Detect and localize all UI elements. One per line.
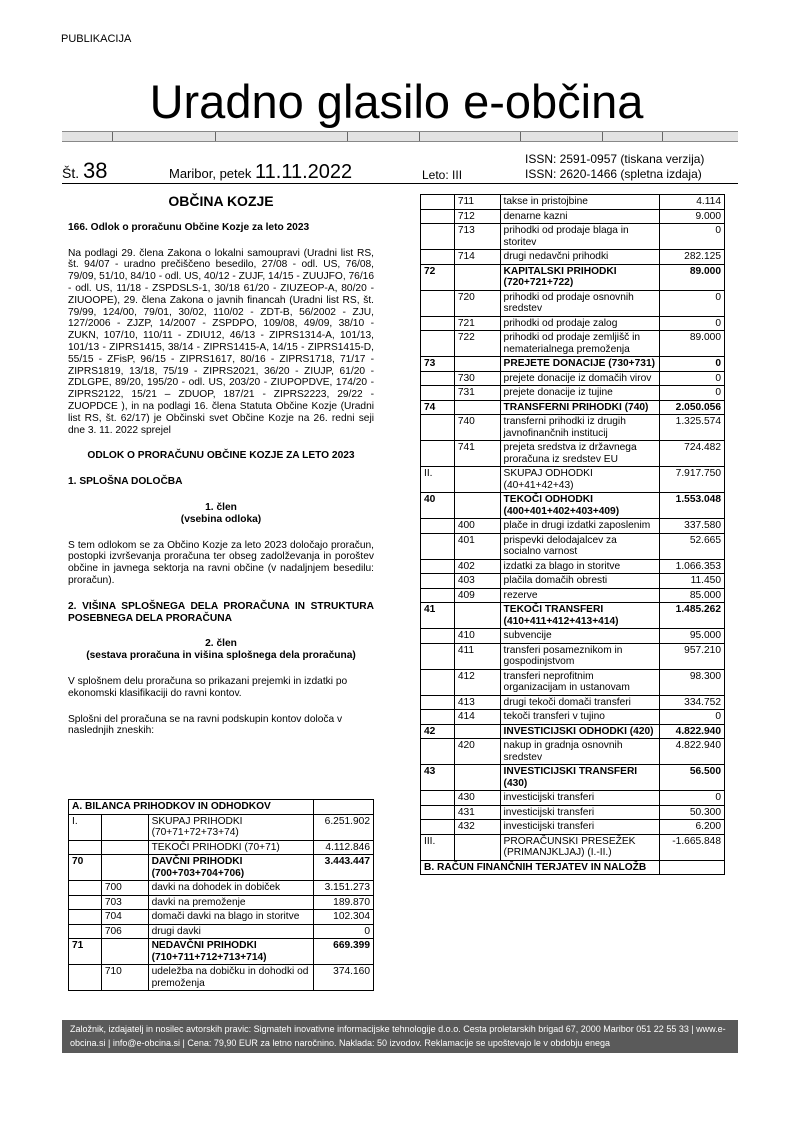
cell-value <box>660 860 725 875</box>
cell-label: davki na dohodek in dobiček <box>148 881 314 896</box>
document-title: 166. Odlok o proračunu Občine Kozje za leto 2023 <box>68 221 310 233</box>
cell-code: I. <box>69 814 102 840</box>
cell-sub: 700 <box>101 881 148 896</box>
article-1-text: S tem odlokom se za Občino Kozje za leto 2023 določajo proračun, postopki izvrševanja proračuna ter obseg zadolževanja in poroštev občine in javnega sektorja na ravni občine (v nadaljnjem besedilu: proračun). <box>68 539 374 586</box>
cell-sub: 721 <box>454 316 500 331</box>
cell-code: 40 <box>421 493 455 519</box>
preamble: Na podlagi 29. člena Zakona o lokalni samoupravi (Uradni list RS, št. 94/07 - uradno prečiščeno besedilo, 27/08 - odl. US, 76/08, 79/09, 51/10, 84/10 - odl. US, 40/12 - ZUJF, 14/15 - ZUUJFO, 76/16 - odl. US, 11/18 - ZSPDSLS-1, 30/18 61/20 - ZIUZEOP-A, 80/20 - ZIUOOPE), 29. člena Zakona o javnih financah (Uradni list RS, št. 79/99, 124/00, 79/01, 30/02, 110/02 - ZDT-B, 56/2002 - ZJU, 127/2006 - ZJZP, 14/2007 - ZSPDPO, 109/08, 49/09, 38/10 - ZUKN, 107/10, 110/11 - ZDIU12, 46/13 - ZIPRS1314-A, 101/13, 101/13 - ZIPRS1415, 38/14 - ZIPRS1415-A, 14/15 - ZIPRS1415-D, 55/15 - ZFisP, 96/15 - ZIPRS1617, 80/16 - ZIPRS1718, 71/17 - ZIPRS1819, 13/18, 75/19 - ZIPRS2021, 36/20 - ZIUJP, 61/20 - ZDLGPE, 89/20, 195/20 - odl. US, 203/20 - ZIUPOPDVE, 174/20 - ZIPRS2122, 15/21 – ZDUOP, 187/21 - ZIPRS2223, 29/22 - ZUOPDCE ), in na podlagi 16. člena Statuta Občine Kozje (Uradni list RS, št. 62/17) je Občinski svet Občine Kozje na 26. redni seji dne 3. 11. 2022 sprejel <box>68 247 374 436</box>
header-divider <box>62 183 738 184</box>
table-row <box>421 603 725 629</box>
cell-sub: 711 <box>454 195 500 210</box>
section-1-heading: 1. SPLOŠNA DOLOČBA <box>68 476 183 488</box>
table-row <box>421 493 725 519</box>
cell-label: TEKOČI ODHODKI (400+401+402+403+409) <box>500 493 660 519</box>
cell-value: 957.210 <box>660 643 725 669</box>
cell-code <box>69 965 102 991</box>
table-row <box>421 559 725 574</box>
cell-sub <box>454 400 500 415</box>
cell-sub: 740 <box>454 415 500 441</box>
cell-sub: 420 <box>454 739 500 765</box>
cell-value: 0 <box>660 710 725 725</box>
cell-value: 0 <box>660 791 725 806</box>
table-row <box>421 195 725 210</box>
table-row <box>421 415 725 441</box>
cell-code: II. <box>421 467 455 493</box>
cell-label: tekoči transferi v tujino <box>500 710 660 725</box>
cell-sub: 720 <box>454 290 500 316</box>
cell-value: 0 <box>660 316 725 331</box>
cell-sub <box>101 814 148 840</box>
table-row <box>69 814 374 840</box>
table-row <box>69 965 374 991</box>
cell-sub <box>454 357 500 372</box>
cell-sub: 413 <box>454 695 500 710</box>
cell-value: 6.200 <box>660 820 725 835</box>
cell-label: drugi nedavčni prihodki <box>500 250 660 265</box>
cell-sub: 400 <box>454 519 500 534</box>
cell-value: 0 <box>660 224 725 250</box>
cell-label: plače in drugi izdatki zaposlenim <box>500 519 660 534</box>
ordinance-heading: ODLOK O PRORAČUNU OBČINE KOZJE ZA LETO 2023 <box>87 450 355 462</box>
cell-code <box>69 881 102 896</box>
cell-label: nakup in gradnja osnovnih sredstev <box>500 739 660 765</box>
cell-value: 9.000 <box>660 209 725 224</box>
table-row <box>421 574 725 589</box>
cell-sub <box>454 467 500 493</box>
article-1-number: 1. člen <box>205 501 237 513</box>
article-1-subtitle: (vsebina odloka) <box>180 513 262 525</box>
table-row <box>421 290 725 316</box>
cell-code <box>421 316 455 331</box>
cell-code <box>421 386 455 401</box>
table-row <box>69 855 374 881</box>
table-row <box>421 739 725 765</box>
masthead-rule <box>62 131 738 142</box>
table-row <box>421 316 725 331</box>
table-row <box>421 695 725 710</box>
cell-label: denarne kazni <box>500 209 660 224</box>
cell-sub: 430 <box>454 791 500 806</box>
cell-label: DAVČNI PRIHODKI (700+703+704+706) <box>148 855 314 881</box>
municipality-heading: OBČINA KOZJE <box>168 193 274 209</box>
cell-value: 0 <box>660 386 725 401</box>
cell-value: 56.500 <box>660 765 725 791</box>
cell-code <box>69 840 102 855</box>
article-2-text-1: V splošnem delu proračuna so prikazani prejemki in izdatki po ekonomski klasifikaciji do ravni kontov. <box>68 675 348 699</box>
cell-label: drugi davki <box>148 924 314 939</box>
budget-table-right <box>420 194 725 875</box>
cell-sub: 710 <box>101 965 148 991</box>
cell-value: 4.114 <box>660 195 725 210</box>
cell-code <box>421 820 455 835</box>
cell-label: NEDAVČNI PRIHODKI (710+711+712+713+714) <box>148 939 314 965</box>
cell-code <box>421 739 455 765</box>
cell-value: 282.125 <box>660 250 725 265</box>
table-row <box>421 467 725 493</box>
cell-value: 85.000 <box>660 588 725 603</box>
cell-sub: 412 <box>454 669 500 695</box>
cell-label: SKUPAJ ODHODKI (40+41+42+43) <box>500 467 660 493</box>
publisher-footer: Založnik, izdajatelj in nosilec avtorskih pravic: Sigmateh inovativne informacijske tehnologije d.o.o. Cesta proletarskih brigad 67, 2000 Maribor 051 22 55 33 | www.e-obcina.si | info@e-obcina.si | Cena: 79,90 EUR za letno naročnino. Naklada: 50 izvodov. Reklamacije se upoštevajo le v obdobju enega <box>62 1020 738 1053</box>
cell-value: 4.822.940 <box>660 739 725 765</box>
cell-label: transferni prihodki iz drugih javnofinančnih institucij <box>500 415 660 441</box>
table-row <box>421 820 725 835</box>
masthead-title: Uradno glasilo e-občina <box>149 75 644 128</box>
cell-value: 1.485.262 <box>660 603 725 629</box>
cell-value: 3.151.273 <box>314 881 374 896</box>
cell-sub: 432 <box>454 820 500 835</box>
cell-value: 4.112.846 <box>314 840 374 855</box>
cell-code <box>421 588 455 603</box>
cell-label: KAPITALSKI PRIHODKI (720+721+722) <box>500 264 660 290</box>
budget-table-left <box>68 799 374 991</box>
table-row <box>69 881 374 896</box>
cell-sub <box>454 834 500 860</box>
table-row <box>421 224 725 250</box>
cell-value: 6.251.902 <box>314 814 374 840</box>
table-row <box>421 765 725 791</box>
cell-label: prihodki od prodaje zalog <box>500 316 660 331</box>
table-row <box>69 924 374 939</box>
cell-code <box>421 559 455 574</box>
cell-label: prispevki delodajalcev za socialno varnost <box>500 533 660 559</box>
cell-label: transferi posameznikom in gospodinjstvom <box>500 643 660 669</box>
cell-sub: 410 <box>454 629 500 644</box>
cell-value: 669.399 <box>314 939 374 965</box>
article-2-subtitle: (sestava proračuna in višina splošnega dela proračuna) <box>86 650 356 662</box>
cell-code <box>421 669 455 695</box>
table-row <box>421 250 725 265</box>
cell-code <box>421 371 455 386</box>
cell-value: 98.300 <box>660 669 725 695</box>
table-heading: A. BILANCA PRIHODKOV IN ODHODKOV <box>69 800 314 815</box>
cell-sub <box>454 603 500 629</box>
cell-value: 52.665 <box>660 533 725 559</box>
cell-label: TEKOČI TRANSFERI (410+411+412+413+414) <box>500 603 660 629</box>
cell-value: 89.000 <box>660 264 725 290</box>
cell-label: PRORAČUNSKI PRESEŽEK (PRIMANJKLJAJ) (I.-II.) <box>500 834 660 860</box>
cell-sub: 722 <box>454 331 500 357</box>
table-row <box>421 791 725 806</box>
cell-value: 2.050.056 <box>660 400 725 415</box>
table-row <box>421 400 725 415</box>
cell-code: 71 <box>69 939 102 965</box>
cell-label: subvencije <box>500 629 660 644</box>
cell-label: INVESTICIJSKI ODHODKI (420) <box>500 724 660 739</box>
cell-sub: 401 <box>454 533 500 559</box>
cell-sub <box>454 264 500 290</box>
cell-value: 95.000 <box>660 629 725 644</box>
cell-code: 72 <box>421 264 455 290</box>
cell-code <box>421 710 455 725</box>
cell-sub: 713 <box>454 224 500 250</box>
cell-value: 334.752 <box>660 695 725 710</box>
table-row <box>421 643 725 669</box>
cell-sub <box>454 724 500 739</box>
cell-label: SKUPAJ PRIHODKI (70+71+72+73+74) <box>148 814 314 840</box>
issue-number: Št. 38 <box>62 158 108 183</box>
cell-label: investicijski transferi <box>500 820 660 835</box>
table-row <box>421 209 725 224</box>
cell-sub <box>101 939 148 965</box>
cell-label: prihodki od prodaje blaga in storitev <box>500 224 660 250</box>
cell-code <box>421 331 455 357</box>
cell-code: 74 <box>421 400 455 415</box>
cell-code <box>421 519 455 534</box>
cell-code <box>421 629 455 644</box>
table-row <box>69 939 374 965</box>
cell-sub <box>101 855 148 881</box>
table-row <box>421 629 725 644</box>
cell-value: 102.304 <box>314 910 374 925</box>
cell-sub: 704 <box>101 910 148 925</box>
cell-sub: 431 <box>454 805 500 820</box>
cell-label: TRANSFERNI PRIHODKI (740) <box>500 400 660 415</box>
table-row <box>421 357 725 372</box>
cell-label: PREJETE DONACIJE (730+731) <box>500 357 660 372</box>
cell-label: prejeta sredstva iz državnega proračuna iz sredstev EU <box>500 441 660 467</box>
table-row <box>421 669 725 695</box>
table-row <box>69 840 374 855</box>
issue-year: Leto: III <box>422 168 463 182</box>
cell-value: 11.450 <box>660 574 725 589</box>
cell-label: plačila domačih obresti <box>500 574 660 589</box>
cell-code <box>421 574 455 589</box>
cell-value: 1.066.353 <box>660 559 725 574</box>
table-row <box>421 441 725 467</box>
cell-code <box>421 695 455 710</box>
cell-code <box>421 209 455 224</box>
cell-label: rezerve <box>500 588 660 603</box>
cell-sub: 414 <box>454 710 500 725</box>
cell-code <box>421 195 455 210</box>
cell-code: 42 <box>421 724 455 739</box>
cell-code: 73 <box>421 357 455 372</box>
cell-code <box>421 415 455 441</box>
cell-value: 50.300 <box>660 805 725 820</box>
cell-code <box>421 290 455 316</box>
cell-value: 4.822.940 <box>660 724 725 739</box>
table-row <box>421 264 725 290</box>
cell-sub: 712 <box>454 209 500 224</box>
table-row <box>421 371 725 386</box>
cell-label: drugi tekoči domači transferi <box>500 695 660 710</box>
cell-label: takse in pristojbine <box>500 195 660 210</box>
cell-value: 337.580 <box>660 519 725 534</box>
cell-label: investicijski transferi <box>500 791 660 806</box>
table-row <box>69 910 374 925</box>
cell-code: 41 <box>421 603 455 629</box>
article-2-number: 2. člen <box>205 638 237 650</box>
table-row <box>69 895 374 910</box>
cell-label: prejete donacije iz tujine <box>500 386 660 401</box>
cell-label: davki na premoženje <box>148 895 314 910</box>
cell-value: 0 <box>660 290 725 316</box>
cell-code <box>421 224 455 250</box>
cell-code: 70 <box>69 855 102 881</box>
cell-value: 0 <box>660 357 725 372</box>
cell-code <box>421 441 455 467</box>
cell-sub: 730 <box>454 371 500 386</box>
cell-code <box>69 924 102 939</box>
issue-date: Maribor, petek 11.11.2022 <box>169 161 353 183</box>
cell-value: 89.000 <box>660 331 725 357</box>
cell-sub: 714 <box>454 250 500 265</box>
table-row <box>421 588 725 603</box>
cell-code <box>421 791 455 806</box>
cell-code <box>421 250 455 265</box>
cell-label: prejete donacije iz domačih virov <box>500 371 660 386</box>
publication-label: PUBLIKACIJA <box>61 33 132 45</box>
cell-sub: 402 <box>454 559 500 574</box>
table-row <box>421 724 725 739</box>
cell-value: 189.870 <box>314 895 374 910</box>
cell-label: izdatki za blago in storitve <box>500 559 660 574</box>
section-2-heading: 2. VIŠINA SPLOŠNEGA DELA PRORAČUNA IN STRUKTURA POSEBNEGA DELA PRORAČUNA <box>68 600 374 624</box>
cell-label: INVESTICIJSKI TRANSFERI (430) <box>500 765 660 791</box>
cell-value: 0 <box>314 924 374 939</box>
issn-print: ISSN: 2591-0957 (tiskana verzija) <box>525 152 705 166</box>
cell-sub <box>454 765 500 791</box>
cell-label: udeležba na dobičku in dohodki od premoženja <box>148 965 314 991</box>
cell-value: 374.160 <box>314 965 374 991</box>
cell-label: domači davki na blago in storitve <box>148 910 314 925</box>
cell-code <box>69 910 102 925</box>
cell-code <box>421 643 455 669</box>
cell-code <box>69 895 102 910</box>
cell-code: 43 <box>421 765 455 791</box>
cell-sub: 741 <box>454 441 500 467</box>
cell-code <box>421 805 455 820</box>
cell-value: 3.443.447 <box>314 855 374 881</box>
table-row <box>421 331 725 357</box>
cell-value: 1.325.574 <box>660 415 725 441</box>
cell-label: prihodki od prodaje zemljišč in nematerialnega premoženja <box>500 331 660 357</box>
cell-value: 7.917.750 <box>660 467 725 493</box>
left-column <box>68 190 374 737</box>
table-row <box>421 519 725 534</box>
table-row <box>421 805 725 820</box>
section-b-heading: B. RAČUN FINANČNIH TERJATEV IN NALOŽB <box>421 860 660 875</box>
table-row <box>421 386 725 401</box>
cell-label: prihodki od prodaje osnovnih sredstev <box>500 290 660 316</box>
cell-sub: 411 <box>454 643 500 669</box>
cell-sub: 403 <box>454 574 500 589</box>
cell-sub <box>101 840 148 855</box>
issn-online: ISSN: 2620-1466 (spletna izdaja) <box>525 167 702 181</box>
table-row <box>421 834 725 860</box>
cell-sub <box>454 493 500 519</box>
cell-sub: 409 <box>454 588 500 603</box>
cell-sub: 706 <box>101 924 148 939</box>
cell-value: 0 <box>660 371 725 386</box>
cell-label: investicijski transferi <box>500 805 660 820</box>
table-row <box>421 710 725 725</box>
article-2-text-2: Splošni del proračuna se na ravni podskupin kontov določa v naslednjih zneskih: <box>68 713 343 737</box>
cell-label: transferi neprofitnim organizacijam in ustanovam <box>500 669 660 695</box>
cell-code <box>421 533 455 559</box>
cell-label: TEKOČI PRIHODKI (70+71) <box>148 840 314 855</box>
cell-sub: 703 <box>101 895 148 910</box>
table-row <box>421 860 725 875</box>
cell-sub: 731 <box>454 386 500 401</box>
table-row <box>421 533 725 559</box>
cell-value: 1.553.048 <box>660 493 725 519</box>
cell-value: -1.665.848 <box>660 834 725 860</box>
cell-code: III. <box>421 834 455 860</box>
cell-value: 724.482 <box>660 441 725 467</box>
